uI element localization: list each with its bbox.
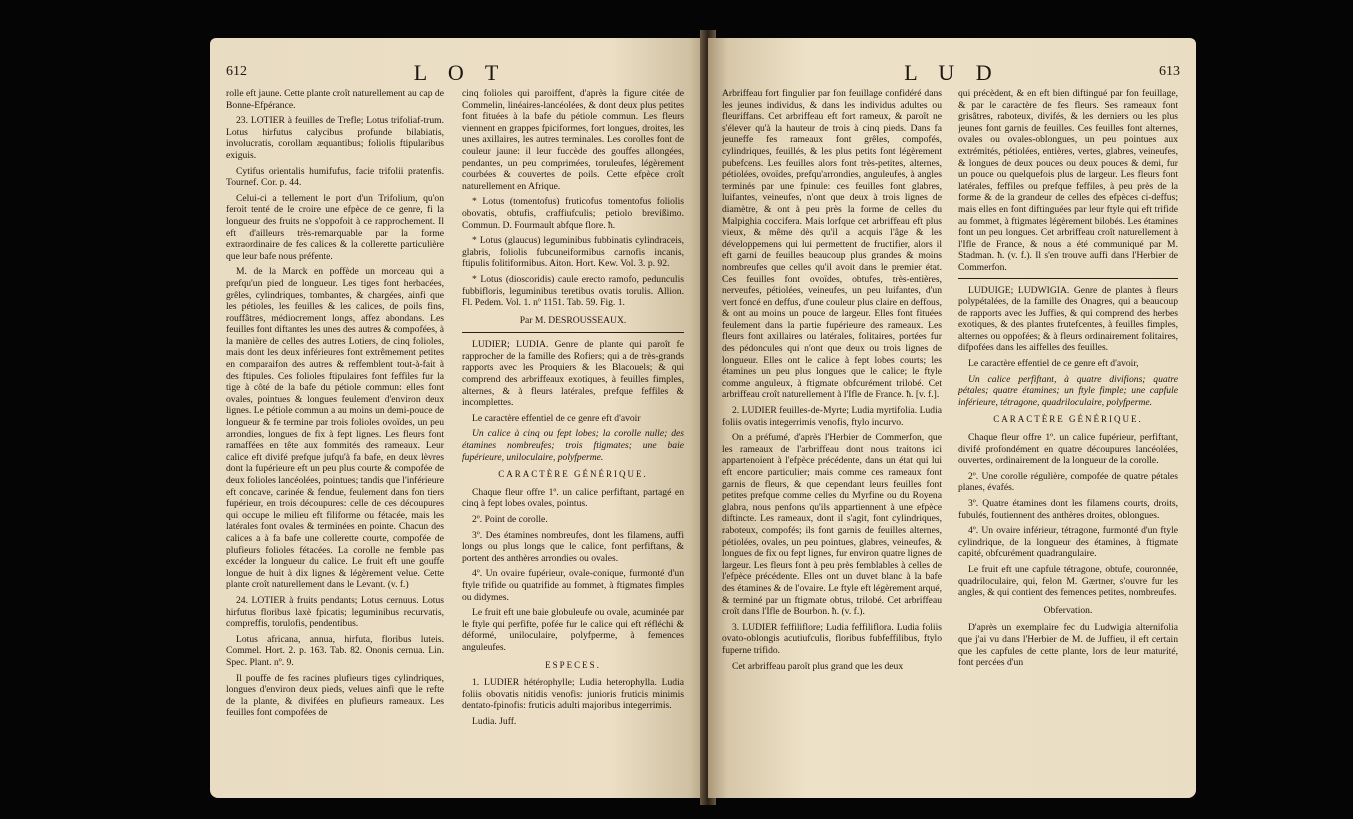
paragraph: LUDIER; LUDIA. Genre de plante qui paroît fe rapprocher de la famille des Rofiers; qui a de très-grands rapports avec les Proquiers & les Blacouels; & qui comprend des arbriffeaux exotiques, à feuilles fimples, alternes, & à fleurs latérales, prefque feffiles & incomplettes. xyxy=(462,339,684,409)
paragraph: Arbriffeau fort fingulier par fon feuillage confidéré dans les jeunes individus, & dans les individus adultes ou fleuriffans. Cet arbriffeau eft fort rameux, & paroît ne s'élever qu'à la hauteur de trois à cinq pieds. Dans fa jeuneffe fes rameaux font grêles, compofés, cylindriques, feuillés, & les plus petits font légèrement pubefcens. Les feuilles alors font très-petites, alternes, pétiolées, ovoïdes, prefqu'arrondies, anguleufes, à angles terminés par une fpinule: ces feuilles font glabres, luifantes, veineufes, n'ont que deux à trois lignes de diamètre, & ont à peu près la forme de celles du Malpighia coccifera. Mais lorfque cet arbriffeau eft plus vieux, & même dès qu'il a acquis l'âge & les développemens qui lui permettent de fructifier, alors il eft garni de feuilles beaucoup plus grandes & moins nombreufes que celles qu'il avoit dans le premier état. Ces feuilles font ovoïdes, obtufes, très-entières, nerveufes, pétiolées, veineufes, un peu luifantes, d'un vert foncé en deffus, d'une couleur plus claire en deffous, & ont au moins un pouce de largeur. Elles font fituées feulement dans la partie fupérieure des rameaux. Les fleurs font axillaires ou latérales, folitaires, portées fur des pédoncules qui n'ont que deux ou trois lignes de longueur. Elles ont le calice à fept lobes courts; les étamines un peu plus longues que le calice; le ftyle comme anguleux, à ftigmate obfcurément trilobé. Cet arbriffeau croît naturellement à l'Ifle de France. ħ. [v. f.]. xyxy=(722,88,942,401)
paragraph: Lotus africana, annua, hirfuta, floribus luteis. Commel. Hort. 2. p. 163. Tab. 82. Ononis cernua. Lin. Spec. Plant. nº. 9. xyxy=(226,633,444,668)
paragraph: rolle eft jaune. Cette plante croît naturellement au cap de Bonne-Efpérance. xyxy=(226,88,444,111)
paragraph: M. de la Marck en poffède un morceau qui a prefqu'un pied de longueur. Les tiges font herbacées, grêles, cylindriques, tombantes, & chargées, ainfi que les pétioles, les feuilles & les calices, de poils fins, rouffâtres, médiocrement longs, affez abondans. Les feuilles font diftantes les unes des autres & compofées, à la manière de celles des autres Lotiers, de cinq folioles, mais dont les deux inférieures font extrêmement petites en comparaifon des autres & reffemblent tout-à-fait à des ftipules. Ces folioles ftipulaires font feffiles fur la tige à côté de la bafe du pétiole commun: elles font ovales, pointues & longues feulement d'environ deux lignes. Le pétiole commun a au moins un demi-pouce de longueur & fe termine par trois folioles ovoïdes, un peu arrondies, longues de fix à fept lignes. Les fleurs font ramaffées en tête aux fommités des rameaux. Leur calice eft divifé prefque jufqu'à fa bafe, en deux lèvres dont la fupérieure eft un peu plus courte & compofée de deux folioles lancéolées, pointues; tandis que l'inférieure eft concave, carinée & fendue, feulement dans fon tiers fupérieur, en trois découpures: celle de ces découpures qui occupe le milieu eft filiforme ou fétacée, mais les latérales font ovales & terminées en pointe. Chacun des calices a à fa bafe une collerette courte, compofée de plufieurs folioles fétacées. La corolle ne femble pas excéder la longueur du calice. Le fruit eft une gouffe longue de huit à dix lignes & légèrement velue. Cette plante croît naturellement dans le Levant. (v. f.) xyxy=(226,266,444,591)
paragraph: 2. LUDIER feuilles-de-Myrte; Ludia myrtifolia. Ludia foliis ovatis integerrimis venofis, ftylo incurvo. xyxy=(722,405,942,428)
paragraph: cinq folioles qui paroiffent, d'après la figure citée de Commelin, linéaires-lancéolées, & dont deux plus petites font fituées à la bafe du pétiole commun. Les fleurs viennent en grappes fpiciformes, fort longues, droites, les unes axillaires, les autres terminales. Les corolles font de couleur jaune: il leur fuccède des gouffes allongées, pendantes, un peu comprimées, toruleufes, légèrement courbées & couvertes de poils. Cette efpèce croît naturellement en Afrique. xyxy=(462,88,684,192)
section-heading: ESPECES. xyxy=(545,659,601,670)
paragraph: Chaque fleur offre 1º. un calice perfiftant, partagé en cinq à fept lobes ovales, pointus. xyxy=(462,486,684,510)
left-running-head: L O T xyxy=(413,60,507,85)
left-page xyxy=(210,38,710,798)
paragraph: * Lotus (glaucus) leguminibus fubbinatis cylindraceis, glabris, foliolis fubcuneiformibus carnofis incanis, ftipulis folitiformibus. Aiton. Hort. Kew. Vol. 3. p. 92. xyxy=(462,235,684,270)
paragraph: 3º. Des étamines nombreufes, dont les filamens, auffi longs ou plus longs que le calice, font perfiftans, & portent des anthères arrondies ou ovales. xyxy=(462,529,684,564)
paragraph: Il pouffe de fes racines plufieurs tiges cylindriques, longues d'environ deux pieds, velues ainfi que le refte de la plante, & divifées en plufieurs rameaux. Les feuilles font compofées de xyxy=(226,672,444,719)
paragraph: Cet arbriffeau paroît plus grand que les deux xyxy=(732,660,904,672)
paragraph: Ludia. Juff. xyxy=(472,715,517,727)
right-running-head: L U D xyxy=(904,60,1000,85)
section-heading: CARACTÈRE GÉNÉRIQUE. xyxy=(993,414,1143,425)
paragraph: Le fruit eft une baie globuleufe ou ovale, acuminée par le ftyle qui perfifte, pofée fur le calice qui eft réfléchi & déformé, uniloculaire, polyfperme, à femences anguleufes. xyxy=(462,607,684,653)
paragraph: Celui-ci a tellement le port d'un Trifolium, qu'on feroit tenté de le croire une efpèce de ce genre, fi la longueur des fruits ne s'oppofoit à ce rapprochement. Il eft d'ailleurs très-remarquable par la forme extraordinaire de fes calices & la collerette particulière que leur bafe nous préfente. xyxy=(226,192,444,262)
paragraph: 3. LUDIER feffiliflore; Ludia feffiliflora. Ludia foliis ovato-oblongis acutiufculis, floribus fubfeffilibus, ftylo fuperne trifido. xyxy=(722,621,942,656)
paragraph: Un calice perfiftant, à quatre divifions; quatre pétales; quatre étamines; un ftyle fimple; une capfule inférieure, tétragone, quadriloculaire, polyfperme. xyxy=(958,373,1178,408)
paragraph: Le caractère effentiel de ce genre eft d'avoir xyxy=(472,412,641,424)
right-column-2 xyxy=(958,88,1178,788)
paragraph: 4º. Un ovaire fupérieur, ovale-conique, furmonté d'un ftyle trifide ou quatrifide au fommet, à ftigmates fimples ou didymes. xyxy=(462,568,684,603)
right-column-1 xyxy=(722,88,942,788)
paragraph: 2º. Point de corolle. xyxy=(472,514,548,525)
paragraph: * Lotus (tomentofus) fruticofus tomentofus foliolis obovatis, obtufis, craffiufculis; petiolo brevißimo. Commun. D. Fourmault abfque flore. ħ. xyxy=(462,196,684,231)
section-heading: CARACTÈRE GÉNÉRIQUE. xyxy=(498,469,648,480)
paragraph: D'après un exemplaire fec du Ludwigia alternifolia que j'ai vu dans l'Herbier de M. de Juffieu, il eft certain que les capfules de cette plante, lors de leur maturité, font percées d'un xyxy=(958,622,1178,669)
paragraph: 4º. Un ovaire inférieur, tétragone, furmonté d'un ftyle cylindrique, de la longueur des étamines, à ftigmate capité, obfcurément quadrangulaire. xyxy=(958,525,1178,560)
paragraph: LUDUIGE; LUDWIGIA. Genre de plantes à fleurs polypétalées, de la famille des Onagres, qui a beaucoup de rapports avec les Juffies, & qui comprend des herbes exotiques, & des plantes frutefcentes, à feuilles fimples, alternes ou oppofées; & à fleurs ordinairement folitaires, difpofées dans les aiffelles des feuilles. xyxy=(958,284,1178,354)
section-divider xyxy=(462,332,684,333)
left-page-header xyxy=(226,60,694,84)
paragraph: Chaque fleur offre 1º. un calice fupérieur, perfiftant, divifé profondément en quatre découpures lancéolées, ouvertes, ordinairement de la longueur de la corolle. xyxy=(958,432,1178,467)
paragraph: On a préfumé, d'après l'Herbier de Commerfon, que les rameaux de l'arbriffeau dont nous traitons ici appartenoient à l'efpèce précédente, dans un état qui lui eft encore particulier; mais comme ces rameaux font garnis de fleurs, & que cependant leurs feuilles font petites prefque comme celles du Myrfine ou du Royena glabra, nous penfons qu'ils appartiennent à une efpèce diftincte. Les rameaux, dont il s'agit, font cylindriques, raboteux, compofés; ils font garnis de feuilles alternes, pétiolées, ovales, un peu pointues, glabres, veineufes, & longues de fix ou fept lignes, fur environ quatre lignes de largeur. Les fleurs font à peu près femblables à celles de l'efpèce précédente. Elles ont un duvet blanc à la bafe des étamines & de l'ovaire. Le ftyle eft légèrement arqué, & terminé par un ftigmate obtus, trilobé. Cet arbriffeau croît dans l'Ifle de Bourbon. ħ. (v. f.). xyxy=(722,432,942,618)
right-page-number: 613 xyxy=(1159,64,1180,79)
paragraph: 3º. Quatre étamines dont les filamens courts, droits, fubulés, foutiennent des anthères droites, oblongues. xyxy=(958,498,1178,521)
paragraph: 2º. Une corolle régulière, compofée de quatre pétales planes, évafés. xyxy=(958,470,1178,494)
paragraph: 1. LUDIER hétérophylle; Ludia heterophylla. Ludia foliis obovatis nitidis venofis: junioris fruticis minimis dentato-fpinofis: fruticis adulti majoribus integerrimis. xyxy=(462,677,684,712)
paragraph: Le caractère effentiel de ce genre eft d'avoir, xyxy=(968,358,1139,370)
paragraph: Un calice à cinq ou fept lobes; la corolle nulle; des étamines nombreufes; trois ftigmates; une baie fupérieure, uniloculaire, polyfperme. xyxy=(462,428,684,463)
paragraph: qui précèdent, & en eft bien diftingué par fon feuillage, & par le caractère de fes fleurs. Ses rameaux font grisâtres, raboteux, divifés, & les derniers ou les plus jeunes font garnis de feuilles. Ces feuilles font alternes, ovales ou ovales-oblongues, un peu pointues aux extrémités, pétiolées, entières, vertes, glabres, veineufes, & longues de deux pouces ou deux pouces & demi, fur un pouce ou quelquefois plus de largeur. Les fleurs font latérales, feffiles ou prefque feffiles, à peu près de la forme & de la grandeur de celles des efpèces ci-deffus; mais elles en font diftinguées par leur ftyle qui eft trifide au fommet, à ftigmates légèrement bilobés. Les étamines font un peu longues. Cet arbriffeau croît naturellement à l'Ifle de France, & nous a été communiqué par M. Stadman. ħ. (v. f.). Il s'en trouve auffi dans l'Herbier de Commerfon. xyxy=(958,88,1178,273)
author-credit: Par M. DESROUSSEAUX. xyxy=(519,314,627,326)
paragraph: 23. LOTIER à feuilles de Trefle; Lotus trifoliaf-trum. Lotus hirfutus calycibus profunde bilabiatis, involucratis, corollam æquantibus; foliolis ftipularibus exiguis. xyxy=(226,115,444,161)
left-column-1 xyxy=(226,88,444,788)
paragraph: Cytifus orientalis humifufus, facie trifolii pratenfis. Tournef. Cor. p. 44. xyxy=(226,165,444,189)
left-page-number: 612 xyxy=(226,64,247,79)
right-page xyxy=(708,38,1196,798)
section-divider xyxy=(958,278,1178,279)
paragraph: 24. LOTIER à fruits pendants; Lotus cernuus. Lotus hirfutus floribus laxè fpicatis; leguminibus recurvatis, compreffis, torulofis, pendentibus. xyxy=(226,594,444,630)
author-credit: Obfervation. xyxy=(1043,604,1093,616)
left-column-2 xyxy=(462,88,684,788)
paragraph: * Lotus (dioscoridis) caule erecto ramofo, pedunculis fubbifloris, leguminibus teretibus ovatis torulis. Allion. Fl. Pedem. Vol. 1. nº 1151. Tab. 59. Fig. 1. xyxy=(462,273,684,309)
right-page-header xyxy=(724,60,1180,84)
paragraph: Le fruit eft une capfule tétragone, obtufe, couronnée, quadriloculaire, qui, felon M. Gærtner, s'ouvre fur les angles, & qui contient des femences petites, nombreufes. xyxy=(958,563,1178,599)
